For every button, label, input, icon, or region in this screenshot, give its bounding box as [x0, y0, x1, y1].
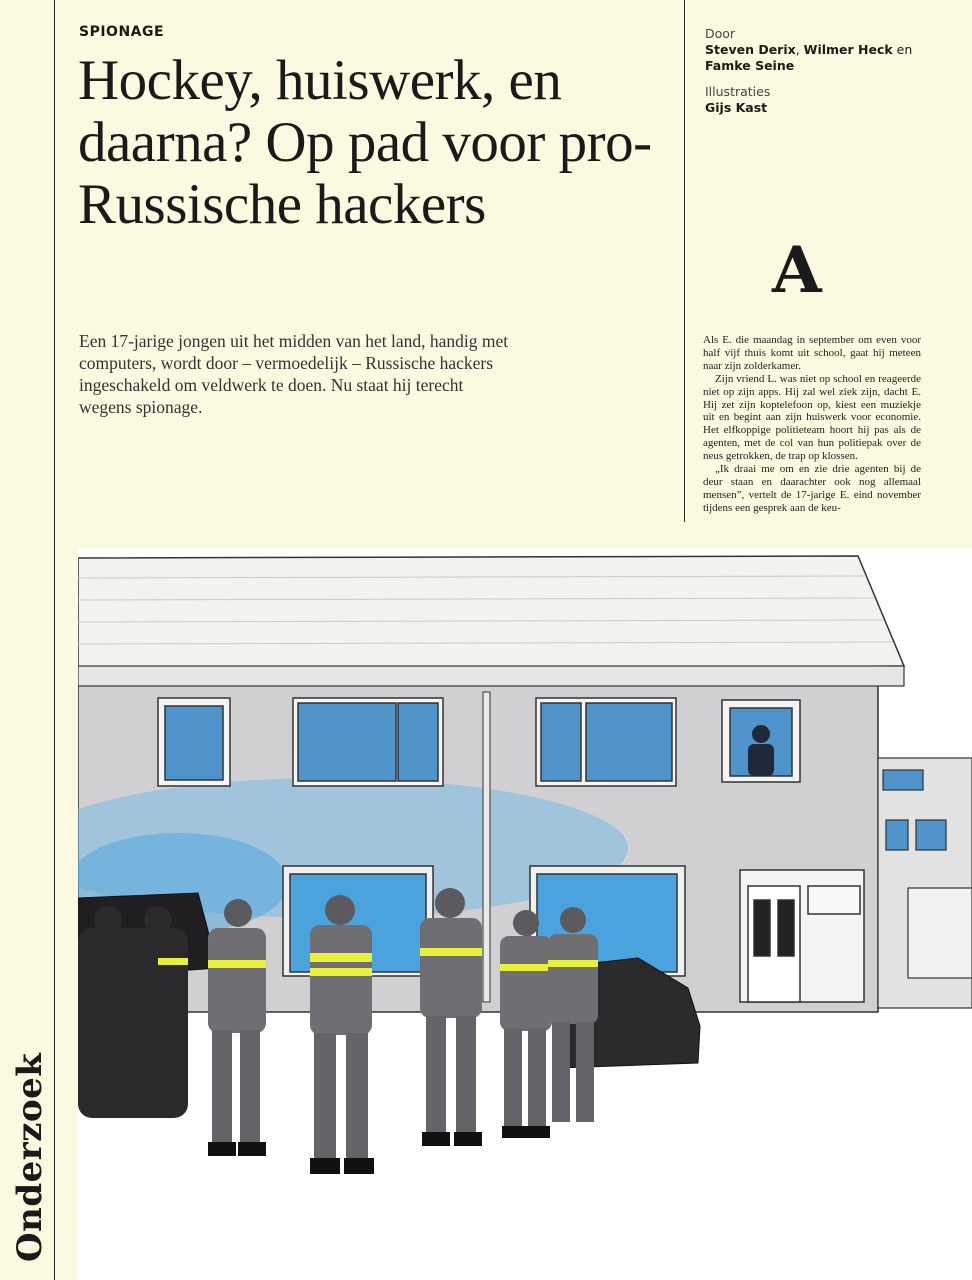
illustrations-label: Illustraties [705, 84, 771, 99]
section-label: SPIONAGE [79, 24, 165, 40]
headline: Hockey, huiswerk, en daarna? Op pad voor pro-Russische hackers [78, 49, 652, 236]
drainpipe [483, 692, 490, 1002]
article-body [703, 334, 921, 515]
house-roof [78, 556, 904, 672]
body-paragraph-3: „Ik draai me om en zie drie agenten bij de deur staan en daarachter ook nog allemaal mensen”, vertelt de 17-jarige E. eind november tijdens een gesprek aan de keu- [703, 463, 921, 514]
body-paragraph-2: Zijn vriend L. was niet op school en reageerde niet op zijn apps. Hij zal wel ziek zijn, dacht E. Hij zet zijn koptelefoon op, kiest een muziekje uit en begint aan zijn huiswerk voor economie. Het elfkoppige politieteam hoort hij pas als de agenten, met de col van hun politiepak over de neus getrokken, de trap op klossen. [703, 372, 921, 463]
author-3: Famke Seine [705, 58, 795, 73]
credits [705, 26, 945, 116]
section-vertical-label: Onderzoek [10, 1052, 50, 1262]
authors [705, 42, 945, 74]
left-column-rule [54, 0, 55, 1280]
officer-group-left [78, 906, 188, 1118]
intro-text: Een 17-jarige jongen uit het midden van het land, handig met computers, wordt door – vermoedelijk – Russische hackers ingeschakeld om veldwerk te doen. Nu staat hij terecht wegens spionage. [79, 331, 509, 417]
author-separator-2: en [892, 42, 913, 57]
door-label: Door [705, 26, 736, 41]
author-separator-1: , [795, 42, 804, 57]
right-column-rule [684, 0, 685, 522]
illustration [78, 548, 972, 1280]
body-paragraph-1: Als E. die maandag in september om even voor half vijf thuis komt uit school, gaat hij meteen naar zijn zolderkamer. [703, 334, 921, 372]
illustrator: Gijs Kast [705, 100, 768, 115]
author-2: Wilmer Heck [803, 42, 893, 57]
author-1: Steven Derix [705, 42, 796, 57]
newspaper-logo: A [772, 233, 822, 308]
